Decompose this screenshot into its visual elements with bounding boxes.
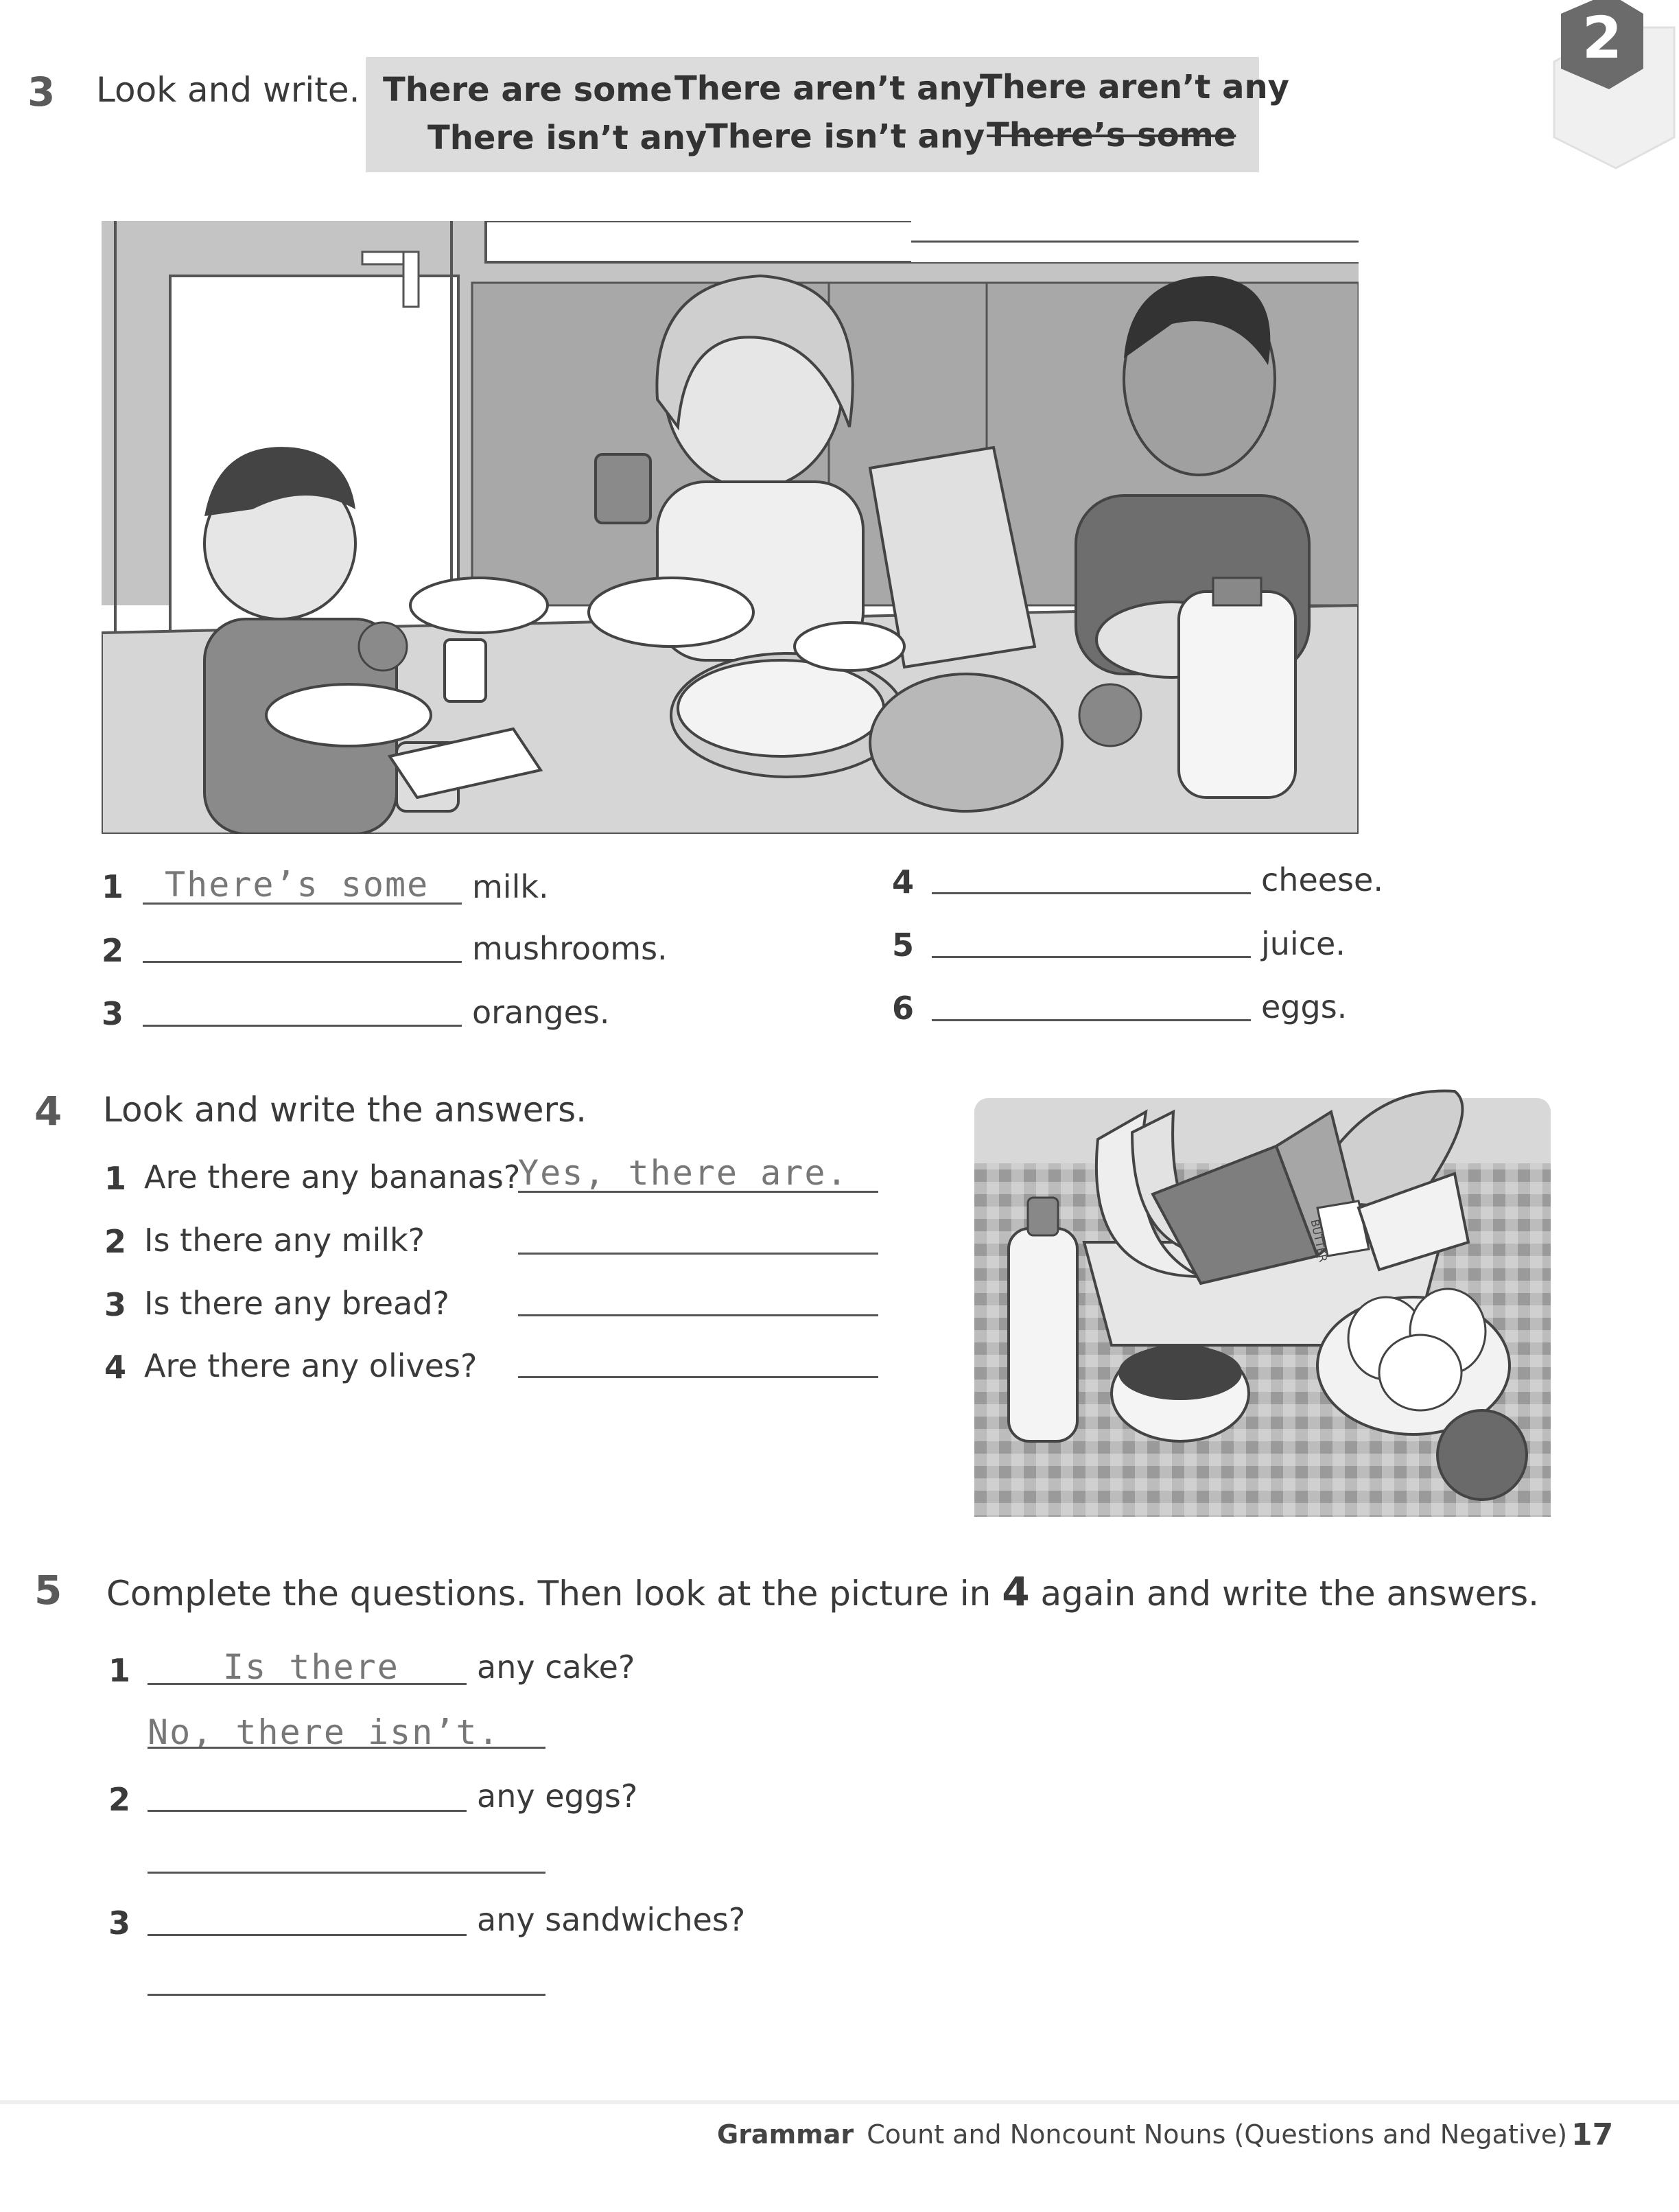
ex3-item-answer[interactable]: There’s some — [165, 865, 430, 905]
breakfast-illustration — [102, 221, 1359, 834]
exercise-5-title — [106, 1568, 1539, 1615]
ex3-answer-line[interactable] — [143, 961, 462, 963]
exercise-4-title: Look and write the answers. — [103, 1090, 587, 1130]
ex3-item-number: 1 — [102, 868, 124, 905]
ex3-item-number: 6 — [892, 990, 915, 1027]
exercise-5-title-start: Complete the questions. Then look at the picture in — [106, 1574, 991, 1614]
ex4-item-question: Is there any milk? — [144, 1222, 425, 1259]
page-number: 17 — [1571, 2117, 1614, 2152]
picnic-illustration — [974, 1071, 1551, 1517]
footer-text: Count and Noncount Nouns (Questions and Negative) — [867, 2119, 1568, 2150]
word-bank-item-used: There’s some — [987, 116, 1236, 154]
ex5-question-line[interactable] — [148, 1810, 467, 1812]
unit-badge — [1527, 0, 1679, 185]
ex3-item-number: 3 — [102, 995, 124, 1032]
ex3-item-text: eggs. — [1261, 988, 1348, 1025]
ex3-item-text: juice. — [1261, 925, 1346, 962]
footer-rule — [0, 2100, 1679, 2104]
ex5-item-text: any eggs? — [477, 1778, 638, 1815]
ex4-answer-line[interactable] — [518, 1314, 878, 1316]
ex5-question-line[interactable] — [148, 1683, 467, 1685]
exercise-5-number: 5 — [34, 1567, 62, 1614]
ex4-item-question: Is there any bread? — [144, 1285, 449, 1322]
word-bank-item: There isn’t any — [427, 119, 707, 157]
ex4-answer-line[interactable] — [518, 1191, 878, 1193]
word-bank-item: There aren’t any — [674, 69, 984, 108]
exercise-5-title-ref: 4 — [1002, 1568, 1030, 1615]
unit-number: 2 — [1582, 4, 1623, 71]
ex4-item-number: 3 — [104, 1286, 127, 1323]
exercise-3-number: 3 — [27, 69, 56, 115]
ex3-item-text: oranges. — [472, 994, 610, 1031]
ex4-item-answer[interactable]: Yes, there are. — [518, 1153, 849, 1193]
ex3-item-text: milk. — [472, 868, 549, 905]
ex3-answer-line[interactable] — [932, 956, 1251, 958]
ex4-item-number: 1 — [104, 1160, 127, 1197]
ex3-answer-line[interactable] — [143, 1025, 462, 1027]
ex4-item-number: 4 — [104, 1349, 127, 1386]
butter-label: BUTTER — [1308, 1218, 1330, 1264]
ex4-answer-line[interactable] — [518, 1253, 878, 1255]
ex5-answer-line[interactable] — [148, 1747, 545, 1749]
ex5-item-number: 2 — [108, 1781, 131, 1818]
ex5-item-question[interactable]: Is there — [223, 1647, 399, 1687]
ex4-answer-line[interactable] — [518, 1376, 878, 1378]
ex5-item-text: any sandwiches? — [477, 1901, 746, 1938]
ex5-question-line[interactable] — [148, 1934, 467, 1936]
ex3-item-number: 2 — [102, 932, 124, 969]
ex5-answer-line[interactable] — [148, 1872, 545, 1874]
ex5-item-answer[interactable]: No, there isn’t. — [148, 1712, 500, 1752]
exercise-5-title-end: again and write the answers. — [1040, 1574, 1540, 1614]
exercise-4-number: 4 — [34, 1088, 62, 1134]
ex3-item-text: mushrooms. — [472, 930, 668, 967]
ex3-item-number: 4 — [892, 863, 915, 900]
footer — [717, 2119, 1567, 2150]
footer-label: Grammar — [717, 2119, 854, 2150]
ex5-item-text: any cake? — [477, 1649, 635, 1686]
ex3-answer-line[interactable] — [932, 1019, 1251, 1021]
word-bank — [366, 57, 1289, 172]
ex3-answer-line[interactable] — [932, 892, 1251, 894]
ex4-item-number: 2 — [104, 1223, 127, 1260]
ex5-answer-line[interactable] — [148, 1994, 545, 1996]
ex4-item-question: Are there any bananas? — [144, 1159, 521, 1196]
ex3-answer-line[interactable] — [143, 903, 462, 905]
word-bank-item: There are some — [383, 71, 672, 109]
exercise-3-title: Look and write. — [96, 70, 360, 110]
word-bank-item: There isn’t any — [705, 117, 985, 156]
ex5-item-number: 3 — [108, 1905, 131, 1942]
word-bank-item: There aren’t any — [980, 68, 1289, 106]
ex5-item-number: 1 — [108, 1652, 131, 1689]
ex3-item-number: 5 — [892, 927, 915, 964]
ex3-item-text: cheese. — [1261, 861, 1383, 898]
ex4-item-question: Are there any olives? — [144, 1347, 478, 1384]
